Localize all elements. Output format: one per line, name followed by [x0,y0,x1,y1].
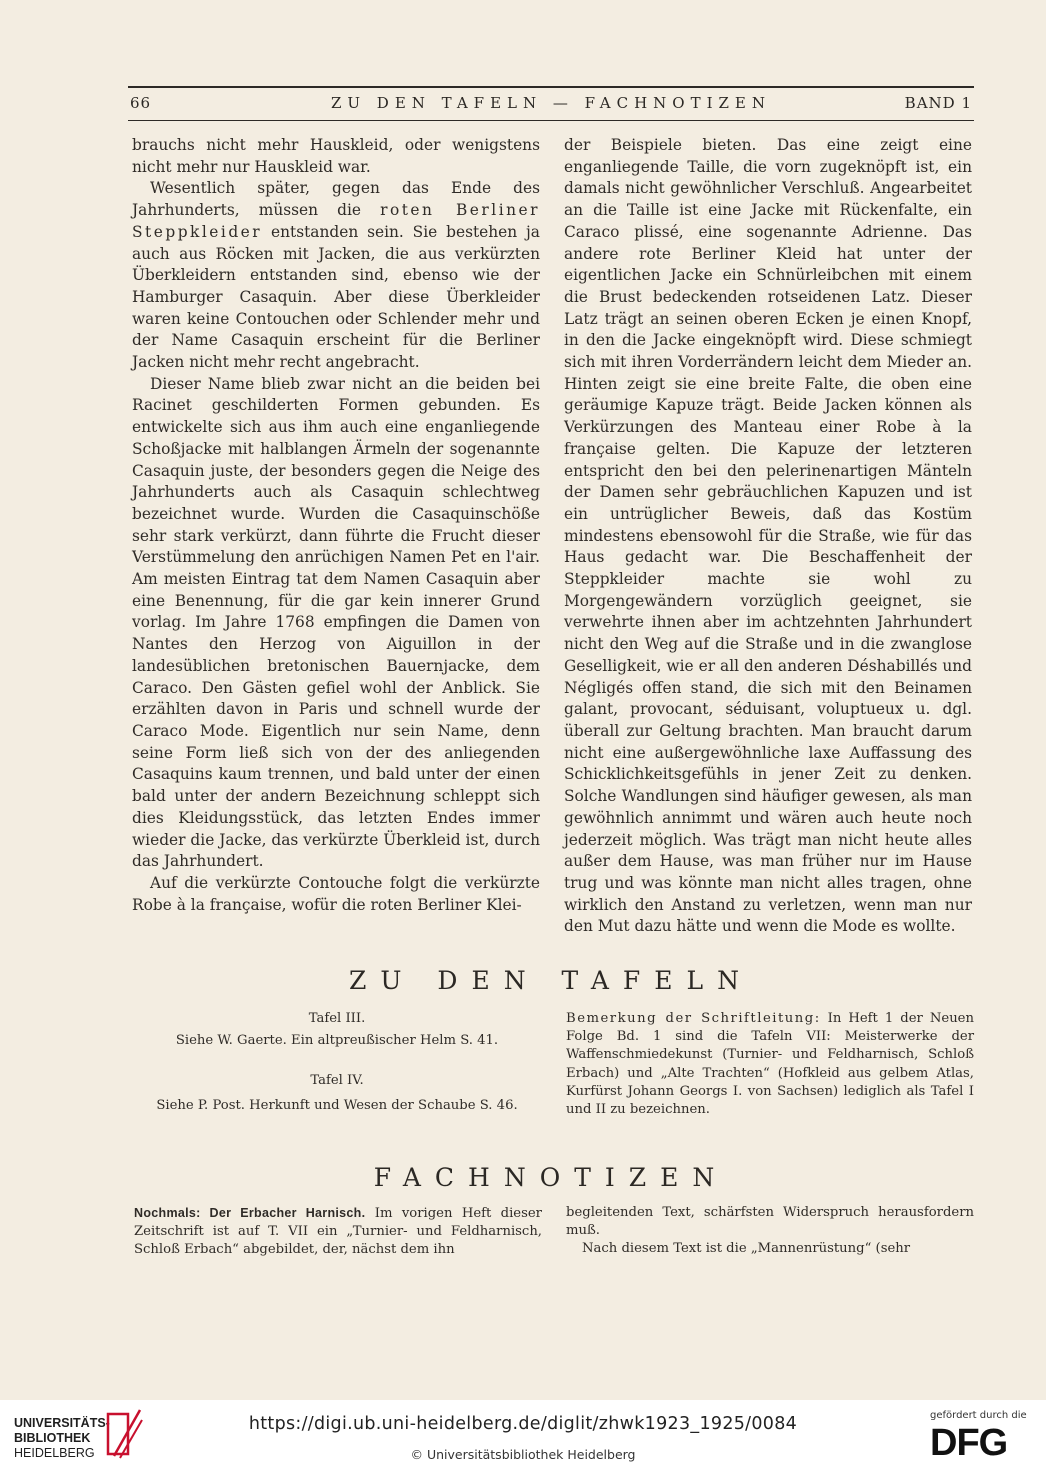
header-top-rule [128,86,974,88]
paragraph: begleitenden Text, schärfsten Widerspruch herausfordern muß. [566,1205,974,1239]
paragraph: brauchs nicht mehr Hauskleid, oder wenigstens nicht mehr nur Hauskleid war. [132,136,540,176]
funding-note: gefördert durch die [930,1410,1027,1421]
paragraph: der Beispiele bieten. Das eine zeigt eine enganliegende Taille, die vorn zugeknöpft ist, ein damals nicht gewöhnlicher Verschluß. Angearbeitet an die Taille ist eine Jacke mit Rückenfalte, ein Caraco plissé, eine sogenannte Adrienne. Das andere rote Berliner Kleid hat unter der eigentlichen Jacke ein Schnürleibchen mit einem die Brust bedeckenden rotseidenen Latz. Dieser Latz trägt an seinen oberen Ecken je einen Knopf, in den die Jacke eingeknöpft wird. Diese schmiegt sich mit ihren Vorderrändern leicht dem Mieder an. Hinten zeigt sie eine breite Falte, die oben eine geräumige Kapuze trägt. Beide Jacken können als Verkürzungen des Manteau einer Robe à la française gelten. Die Kapuze der letzteren entspricht den bei den pelerinenartigen Mänteln der Damen sehr gebräuchlichen Kapuzen und ist ein untrüglicher Beweis, daß das Kostüm mindestens ebensowohl für die Straße, wie für das Haus gedacht war. Die Beschaffenheit der Steppkleider machte sie wohl zu Morgengewändern vorzüglich geeignet, sie verwehrte ihnen aber im achtzehnten Jahrhundert nicht den Weg auf die Straße und in die zwanglose Geselligkeit, wie er all den anderen Déshabillés und Négligés offen stand, die sich mit den Beinamen galant, provocant, séduisant, voluptueux u. dgl. überall zur Geltung brachten. Man braucht darum nicht eine außergewöhnliche laxe Auffassung des Schicklichkeitsgefühls in jener Zeit zu denken. Solche Wandlungen sind häufiger gewesen, als man gewöhnlich annimmt und wären auch heute noch jederzeit möglich. Was trägt man nicht heute alles außer dem Hause, was man früher nur im Hause trug und was könnte man nicht alles tragen, ohne wirklich den Anstand zu verletzen, wenn man nur den Mut dazu hätte und wenn die Mode es wollte. [564,136,972,936]
section-title-zu-den-tafeln: ZU DEN TAFELN [349,966,753,995]
tafel-iii-reference: Siehe W. Gaerte. Ein altpreußischer Helm S. 41. [175,1033,499,1048]
tafel-iii-heading: Tafel III. [308,1011,366,1026]
paragraph: Dieser Name blieb zwar nicht an die beiden bei Racinet geschilderten Formen gebunden. Es entwickelte sich aus ihm auch eine enganliegende Schoßjacke mit halblangen Ärmeln der sogenannte Casaquin juste, der besonders gegen die Neige des Jahrhunderts auch als Casaquin schlechtweg bezeichnet wurde. Wurden die Casaquinschöße sehr stark verkürzt, dann führte die Frucht dieser Verstümmelung den anrüchigen Namen Pet en l'air. Am meisten Eintrag tat dem Namen Casaquin aber eine Benennung, für die gar kein innerer Grund vorlag. Im Jahre 1768 empfingen die Damen von Nantes den Herzog von Aiguillon in der landesüblichen bretonischen Bauernjacke, dem Caraco. Den Gästen gefiel wohl der Anblick. Sie erzählten davon in Paris und schnell wurde der Caraco Mode. Eigentlich nur sein Name, denn seine Form ließ sich von der des anliegenden Casaquins kaum trennen, und bald unter der einen bald unter der andern Bezeichnung schleppt sich dies Kleidungsstück, das letzten Endes immer wieder die Jacke, das verkürzte Überkleid ist, durch das Jahrhundert. [132,374,540,871]
fachnotiz-left: Nochmals: Der Erbacher Harnisch. Im vorigen Heft dieser Zeitschrift ist auf T. VII ein „Turnier- und Feldharnisch, Schloß Erbach“ abgebildet, der, nächst dem ihn [134,1206,542,1258]
left-text-column [132,135,540,916]
paragraph: Auf die verkürzte Contouche folgt die verkürzte Robe à la française, wofür die roten Berliner Klei- [132,873,540,914]
copyright-notice: © Universitätsbibliothek Heidelberg [410,1447,636,1462]
dfg-logo[interactable]: DFG [930,1422,1008,1464]
library-logo-text[interactable]: UNIVERSITÄTS- BIBLIOTHEK HEIDELBERG [14,1416,110,1460]
paragraph: Wesentlich später, gegen das Ende des Jahrhunderts, müssen die roten Berliner Steppkleider entstanden sein. Sie bestehen ja auch aus Röcken mit Jacken, die aus verkürzten Überkleidern entstanden sind, ebenso wie der Hamburger Casaquin. Aber diese Überkleider waren keine Contouchen oder Schlender mehr und der Name Casaquin erscheint für die Berliner Jacken nicht mehr recht angebracht. [132,179,540,372]
editorial-note-label: Bemerkung der Schriftleitung: [566,1011,821,1026]
permalink-url[interactable]: https://digi.ub.uni-heidelberg.de/diglit/zhwk1923_1925/0084 [248,1414,798,1434]
editorial-note: Bemerkung der Schriftleitung: In Heft 1 der Neuen Folge Bd. 1 sind die Tafeln VII: Meisterwerke der Waffenschmiedekunst (Turnier- und Feldharnisch, Schloß Erbach) und „Alte Trachten“ (Hofkleid aus gelbem Atlas, Kurfürst Johann Georgs I. von Sachsen) lediglich als Tafel I und II zu bezeichnen. [566,1011,974,1118]
running-header [128,94,974,116]
section-title-fachnotizen: FACHNOTIZEN [373,1163,729,1192]
page-number: 66 [130,94,152,112]
running-title: ZU DEN TAFELN — FACHNOTIZEN [330,94,772,112]
fachnotiz-lead: Nochmals: Der Erbacher Harnisch. [134,1206,366,1220]
tafel-iv-reference: Siehe P. Post. Herkunft und Wesen der Schaube S. 46. [156,1098,518,1113]
volume-label: BAND 1 [904,94,972,112]
paragraph: Nach diesem Text ist die „Mannenrüstung“ (sehr [582,1241,911,1257]
viewer-footer [0,1400,1046,1475]
right-text-column [564,135,972,938]
tafel-iv-heading: Tafel IV. [310,1073,364,1088]
header-bottom-rule [128,120,974,121]
spaced-emphasis: roten Berliner Steppkleider [132,201,540,241]
fachnotiz-right [566,1204,974,1259]
